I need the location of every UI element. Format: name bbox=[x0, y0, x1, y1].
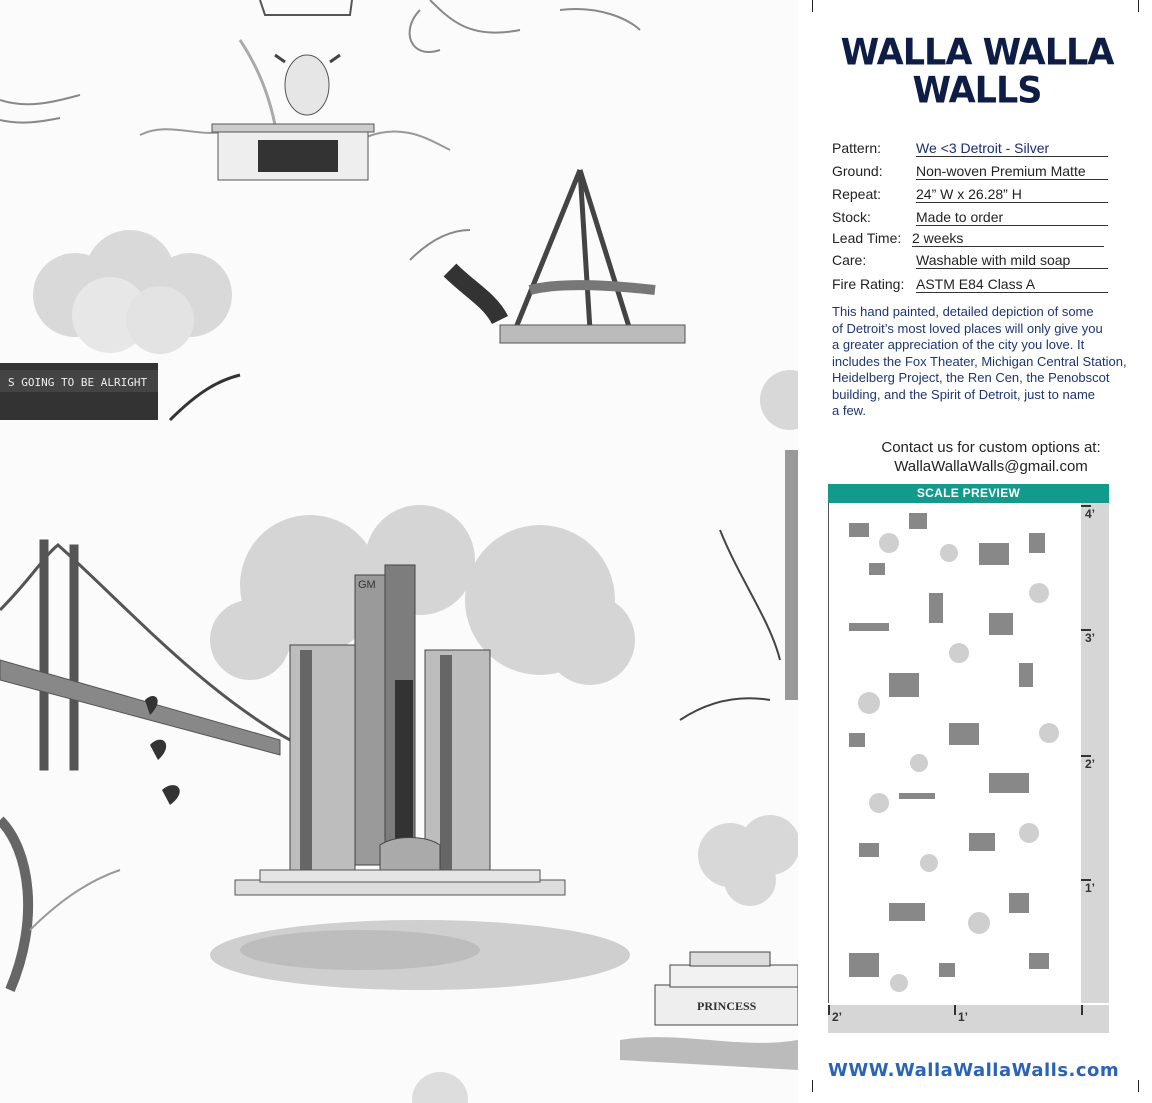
penobscot-tower bbox=[785, 450, 798, 700]
description-line: a few. bbox=[832, 403, 866, 418]
boat-name: PRINCESS bbox=[697, 999, 757, 1013]
spec-value: Washable with mild soap bbox=[916, 252, 1108, 269]
crop-mark bbox=[1138, 0, 1139, 12]
product-info-panel bbox=[812, 0, 1152, 1103]
spec-label: Ground: bbox=[832, 163, 883, 179]
ruler-tick bbox=[1081, 755, 1091, 757]
ruler-tick bbox=[1081, 879, 1091, 881]
website-link[interactable]: WWW.WallaWallaWalls.com bbox=[828, 1060, 1120, 1081]
ren-cen-clouds bbox=[210, 505, 635, 685]
spec-label: Fire Rating: bbox=[832, 276, 905, 292]
scale-ruler-vertical bbox=[1081, 503, 1109, 1003]
spec-row-repeat bbox=[832, 183, 1117, 205]
contact-prompt: Contact us for custom options at: bbox=[881, 439, 1101, 456]
swing-sculpture bbox=[410, 170, 685, 343]
scale-ruler-horizontal bbox=[828, 1005, 1109, 1033]
spec-value: We <3 Detroit - Silver bbox=[916, 140, 1108, 157]
detroit-princess-riverboat bbox=[620, 952, 798, 1070]
cloud-cluster bbox=[33, 230, 232, 354]
ruler-tick bbox=[1081, 1005, 1083, 1015]
contact-email-link[interactable]: WallaWallaWalls@gmail.com bbox=[894, 458, 1088, 475]
spec-label: Pattern: bbox=[832, 140, 882, 156]
spec-label: Repeat: bbox=[832, 186, 882, 202]
ruler-label: 4’ bbox=[1085, 507, 1096, 521]
description-line: of Detroit’s most loved places will only give you bbox=[832, 320, 1103, 336]
ruler-label: 2’ bbox=[1085, 757, 1096, 771]
description-line: This hand painted, detailed depiction of some bbox=[832, 304, 1094, 319]
scale-preview-pattern bbox=[829, 503, 1082, 1003]
ruler-label: 2’ bbox=[832, 1010, 843, 1024]
brand-line2: WALLS bbox=[912, 69, 1042, 112]
crop-mark bbox=[1138, 1080, 1139, 1092]
ruler-tick bbox=[954, 1005, 956, 1015]
scale-preview-image bbox=[828, 503, 1082, 1003]
spec-value: ASTM E84 Class A bbox=[916, 276, 1108, 293]
ruler-label: 3’ bbox=[1085, 631, 1096, 645]
cow-hot-dog-stand bbox=[140, 40, 450, 180]
spec-label: Stock: bbox=[832, 209, 871, 225]
spec-row-fire-rating bbox=[832, 273, 1117, 295]
spec-value: Made to order bbox=[916, 209, 1108, 226]
river-foliage bbox=[210, 920, 630, 990]
right-fern bbox=[680, 530, 780, 720]
small-cloud bbox=[698, 370, 798, 906]
spec-row-pattern bbox=[832, 137, 1117, 159]
ruler-tick bbox=[828, 1005, 830, 1015]
gm-logo-text: GM bbox=[358, 579, 376, 591]
spec-value: 2 weeks bbox=[912, 230, 1104, 247]
contact-block bbox=[832, 438, 1150, 476]
spec-value: Non-woven Premium Matte bbox=[916, 163, 1108, 180]
product-description bbox=[832, 304, 1150, 420]
spec-row-ground bbox=[832, 160, 1117, 182]
ruler-tick bbox=[1081, 629, 1091, 631]
brand-logo bbox=[820, 34, 1134, 110]
spec-row-stock bbox=[832, 206, 1117, 228]
crop-mark bbox=[812, 0, 813, 12]
brand-line1: WALLA WALLA bbox=[840, 32, 1114, 75]
spec-row-lead-time bbox=[832, 227, 1117, 249]
description-line: Heidelberg Project, the Ren Cen, the Penobscot bbox=[832, 370, 1110, 385]
description-line: a greater appreciation of the city you love. It bbox=[832, 337, 1085, 352]
crop-mark bbox=[812, 1080, 813, 1092]
scale-preview-title: SCALE PREVIEW bbox=[828, 484, 1109, 503]
ruler-label: 1’ bbox=[958, 1010, 969, 1024]
description-line: includes the Fox Theater, Michigan Central Station, bbox=[832, 353, 1127, 369]
ruler-tick bbox=[1081, 505, 1091, 507]
banner-text: S GOING TO BE ALRIGHT bbox=[8, 376, 148, 389]
banner-sign bbox=[0, 363, 240, 420]
spec-label: Lead Time: bbox=[832, 230, 902, 246]
spec-label: Care: bbox=[832, 252, 867, 268]
bottom-cloud bbox=[412, 1072, 468, 1103]
spirit-ring bbox=[0, 820, 28, 990]
bottom-fern bbox=[30, 870, 120, 930]
spec-value: 24” W x 26.28” H bbox=[916, 186, 1108, 203]
spec-row-care bbox=[832, 249, 1117, 271]
ruler-label: 1’ bbox=[1085, 881, 1096, 895]
description-line: building, and the Spirit of Detroit, just to name bbox=[832, 386, 1096, 402]
